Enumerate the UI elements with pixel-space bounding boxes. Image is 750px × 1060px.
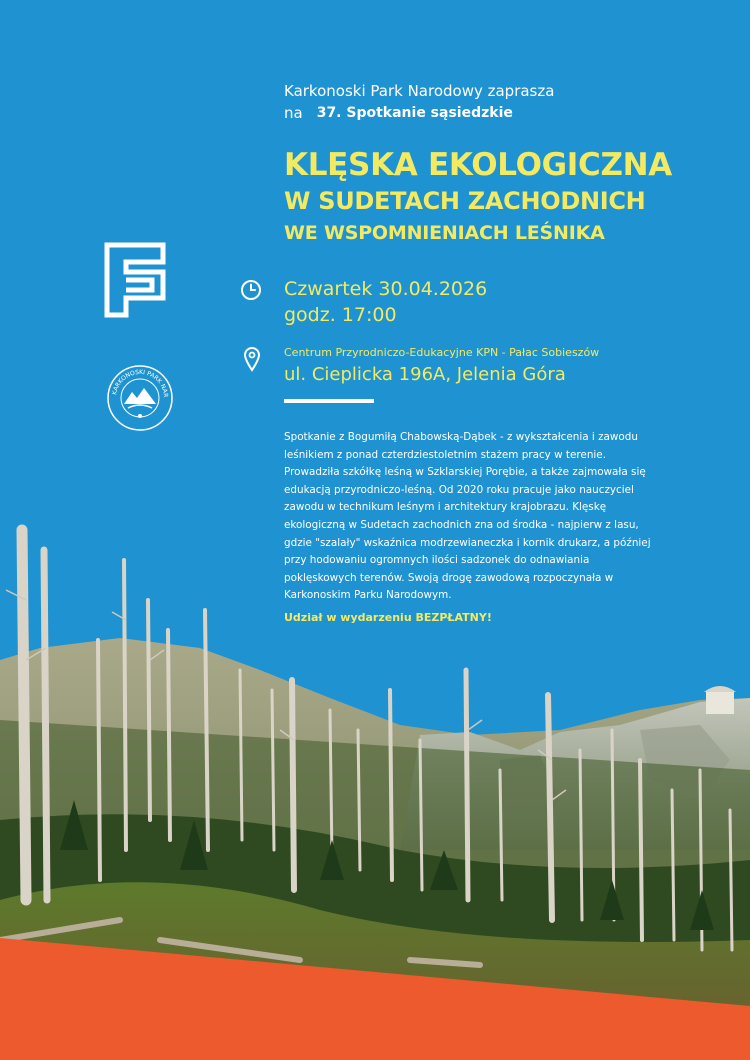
brand-f-logo-icon [104, 242, 166, 318]
title-line-3: WE WSPOMNIENIACH LEŚNIKA [284, 222, 605, 244]
free-entry-note: Udział w wydarzeniu BEZPŁATNY! [284, 611, 492, 624]
venue-address: ul. Cieplicka 196A, Jelenia Góra [284, 364, 566, 385]
event-date: Czwartek 30.04.2026 [284, 278, 488, 300]
divider [284, 399, 374, 403]
svg-text:KARKONOSKI PARK NARODOWY: KARKONOSKI PARK NAR [111, 368, 170, 398]
date-time [284, 276, 487, 328]
venue-name: Centrum Przyrodniczo-Edukacyjne KPN - Pałac Sobieszów [284, 346, 600, 359]
park-seal-icon [106, 364, 174, 432]
forest-landscape-photo [0, 520, 750, 1060]
description-line: leśnikiem z ponad czterdziestoletnim stażem pracy w terenie. [284, 448, 606, 461]
inviter-text: Karkonoski Park Narodowy zaprasza [284, 82, 555, 100]
description-line: Prowadziła szkółkę leśną w Szklarskiej Porębie, a także zajmowała się [284, 466, 646, 479]
clock-icon [240, 279, 262, 301]
title-line-2: W SUDETACH ZACHODNICH [284, 187, 646, 215]
description-line: zawodu w technikum leśnym i architektury krajobrazu. Klęskę [284, 501, 607, 514]
description-line: edukacją przyrodniczo-leśną. Od 2020 roku pracuje jako nauczyciel [284, 483, 634, 496]
description-line: Karkonoskim Parku Narodowym. [284, 589, 452, 602]
event-title [284, 146, 672, 248]
description-line: przy hodowaniu ogromnych ilości sadzonek do odnawiania [284, 554, 590, 567]
description-line: gdzie "szalały" wskaźnica modrzewianeczka i kornik drukarz, a później [284, 536, 651, 549]
description-line: poklęskowych terenów. Swoją drogę zawodową rozpoczynała w [284, 571, 614, 584]
description-line: Spotkanie z Bogumiłą Chabowską-Dąbek - z wykształcenia i zawodu [284, 431, 638, 443]
event-name: 37. Spotkanie sąsiedzkie [316, 105, 513, 121]
event-time: godz. 17:00 [284, 304, 397, 326]
description-line: ekologiczną w Sudetach zachodnich zna od środka - najpierw z lasu, [284, 518, 639, 531]
title-line-1: KLĘSKA EKOLOGICZNA [284, 147, 672, 183]
venue [284, 345, 599, 389]
location-pin-icon [243, 346, 261, 372]
intro-na: na [284, 104, 303, 122]
intro [284, 80, 554, 124]
